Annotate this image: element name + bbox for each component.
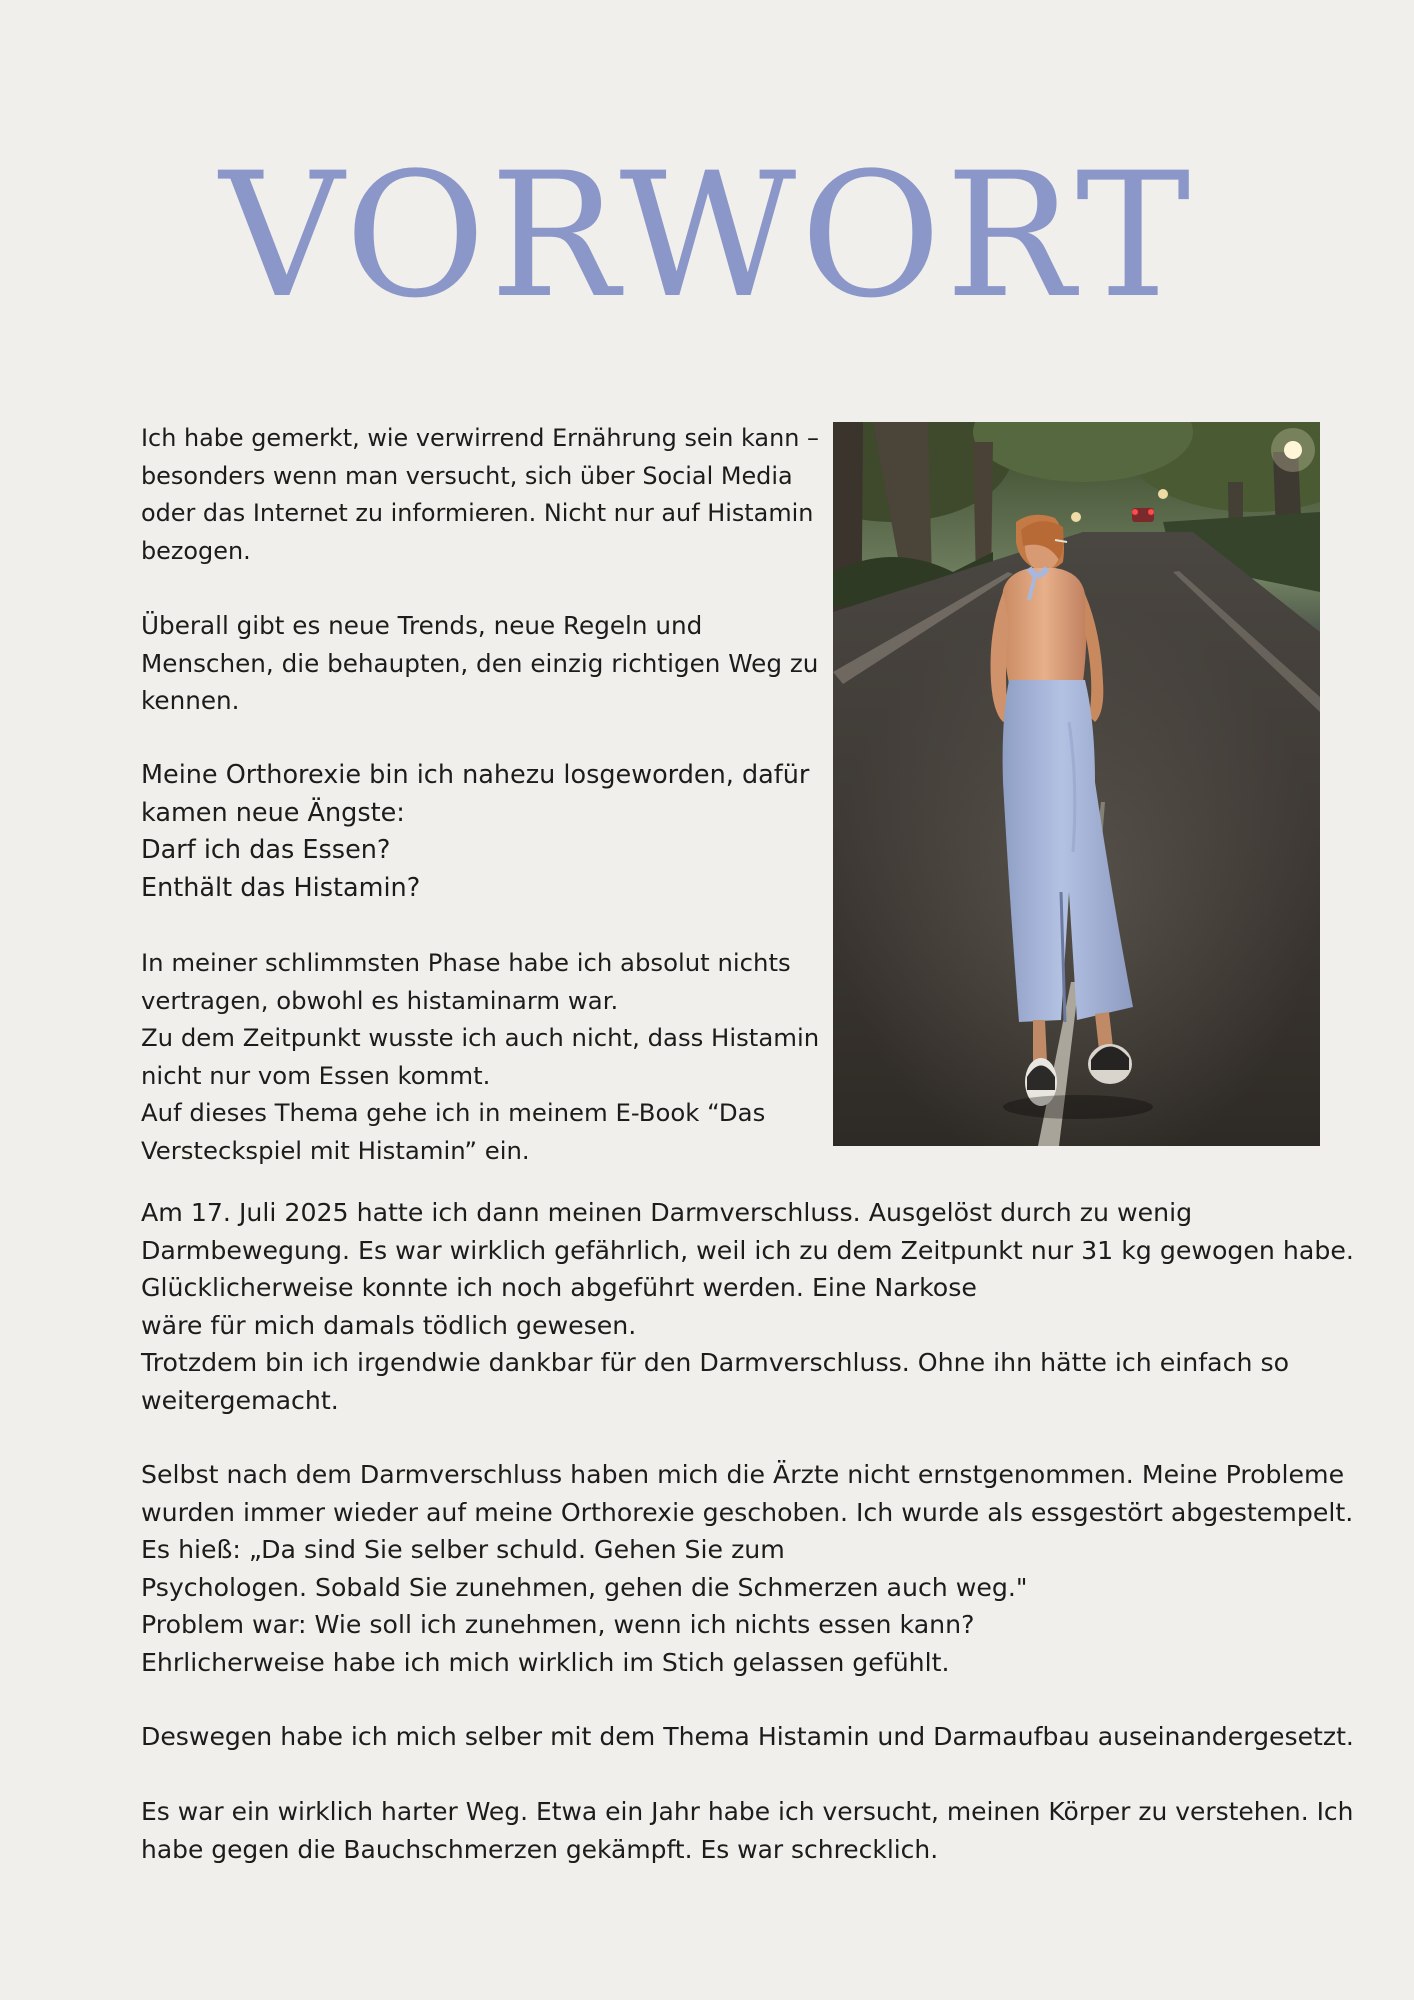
body-paragraph-2 [141,1456,1353,1681]
text-line: bezogen. [141,536,251,565]
body-paragraph-4 [141,1793,1353,1868]
text-line: Versteckspiel mit Histamin” ein. [141,1135,530,1165]
portrait-photo [833,422,1320,1146]
text-line: In meiner schlimmsten Phase habe ich absolut nichts [141,948,791,977]
text-line: Darmbewegung. Es war wirklich gefährlich, weil ich zu dem Zeitpunkt nur 31 kg gewogen habe. [141,1235,1354,1265]
text-line: wäre für mich damals tödlich gewesen. [141,1310,637,1340]
intro-paragraph-1 [141,420,819,570]
text-line: besonders wenn man versucht, sich über Social Media [141,461,793,490]
text-line: nicht nur vom Essen kommt. [141,1060,491,1090]
text-line: Glücklicherweise konnte ich noch abgeführt werden. Eine Narkose [141,1273,977,1302]
text-line: Ich habe gemerkt, wie verwirrend Ernährung sein kann – [141,424,819,452]
page-title: VORWORT [219,135,1195,336]
text-line: Es hieß: „Da sind Sie selber schuld. Gehen Sie zum [141,1535,785,1564]
text-line: Auf dieses Thema gehe ich in meinem E-Book “Das [141,1098,766,1127]
text-line: vertragen, obwohl es histaminarm war. [141,985,619,1015]
text-line: oder das Internet zu informieren. Nicht nur auf Histamin [141,499,814,527]
text-line: Enthält das Histamin? [141,872,421,903]
text-line: Meine Orthorexie bin ich nahezu losgeworden, dafür [141,760,810,790]
text-line: Deswegen habe ich mich selber mit dem Thema Histamin und Darmaufbau auseinandergesetzt. [141,1722,1354,1751]
text-line: Menschen, die behaupten, den einzig richtigen Weg zu [141,648,819,678]
text-line: Es war ein wirklich harter Weg. Etwa ein Jahr habe ich versucht, meinen Körper zu verstehen. Ich [141,1797,1354,1826]
text-line: kennen. [141,686,240,715]
body-paragraph-1 [141,1194,1354,1419]
text-line: weitergemacht. [141,1385,339,1415]
text-line: Am 17. Juli 2025 hatte ich dann meinen Darmverschluss. Ausgelöst durch zu wenig [141,1198,1193,1227]
text-line: habe gegen die Bauchschmerzen gekämpft. Es war schrecklich. [141,1834,939,1864]
intro-paragraph-3 [141,757,809,907]
text-line: kamen neue Ängste: [141,797,405,828]
text-line: Trotzdem bin ich irgendwie dankbar für den Darmverschluss. Ohne ihn hätte ich einfach so [141,1348,1290,1377]
body-paragraph-3 [141,1718,1354,1756]
text-line: Psychologen. Sobald Sie zunehmen, gehen die Schmerzen auch weg." [141,1572,1028,1602]
intro-paragraph-2 [141,607,818,720]
text-line: Selbst nach dem Darmverschluss haben mich die Ärzte nicht ernstgenommen. Meine Probleme [141,1460,1345,1489]
text-line: Problem war: Wie soll ich zunehmen, wenn ich nichts essen kann? [141,1610,975,1639]
intro-paragraph-4 [141,944,819,1169]
text-line: Zu dem Zeitpunkt wusste ich auch nicht, dass Histamin [141,1023,820,1052]
text-line: wurden immer wieder auf meine Orthorexie geschoben. Ich wurde als essgestört abgestempelt. [141,1497,1354,1527]
text-line: Darf ich das Essen? [141,835,391,865]
text-line: Überall gibt es neue Trends, neue Regeln und [141,611,703,640]
text-line: Ehrlicherweise habe ich mich wirklich im Stich gelassen gefühlt. [141,1647,950,1677]
